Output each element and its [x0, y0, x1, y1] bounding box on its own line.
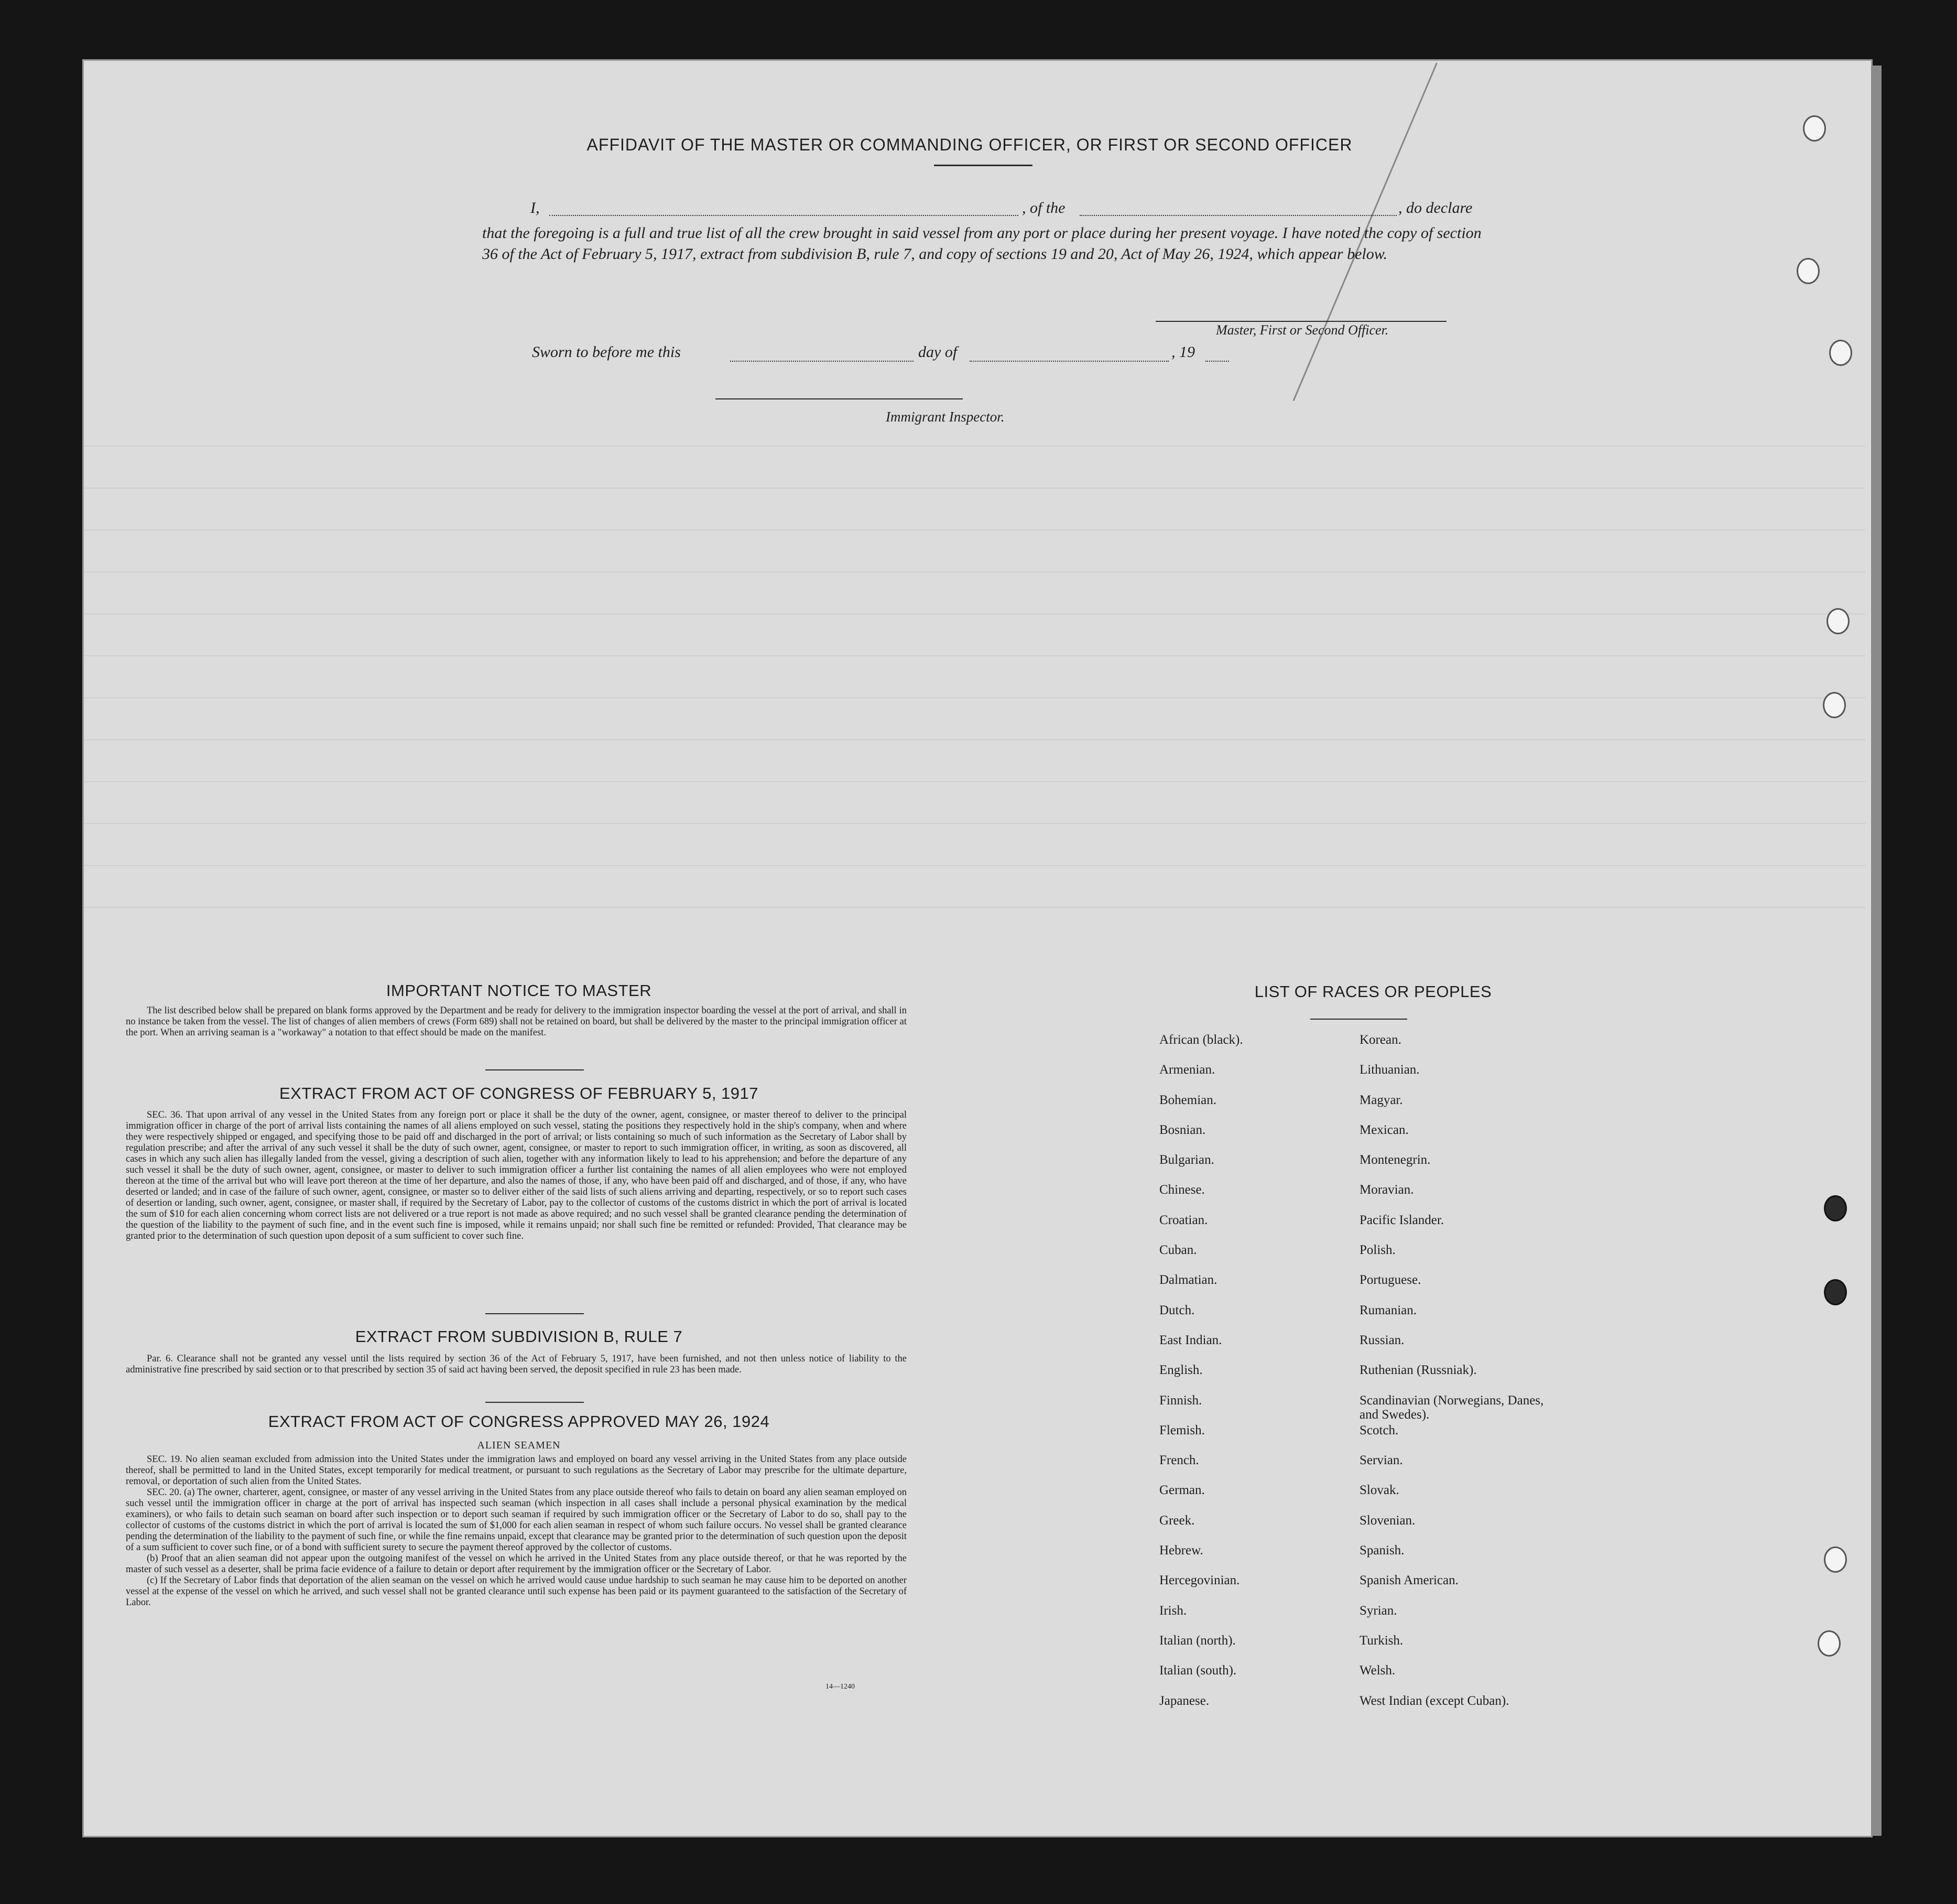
- extract-1917-title: EXTRACT FROM ACT OF CONGRESS OF FEBRUARY 5, 1917: [279, 1084, 759, 1102]
- race-item: West Indian (except Cuban).: [1360, 1693, 1509, 1708]
- punch-hole: [1826, 608, 1850, 634]
- inspector-signature-line[interactable]: [715, 398, 963, 399]
- punch-hole: [1829, 340, 1852, 366]
- do-declare-label: , do declare: [1398, 199, 1473, 217]
- extract-1924-text: [126, 1454, 907, 1608]
- race-item: Russian.: [1360, 1333, 1405, 1347]
- bleed-through-line: [84, 529, 1866, 531]
- race-item: Slovak.: [1360, 1483, 1399, 1498]
- race-item: English.: [1159, 1363, 1203, 1378]
- year-label: , 19: [1171, 343, 1195, 361]
- race-item: Lithuanian.: [1360, 1063, 1420, 1077]
- bleed-through-line: [84, 739, 1866, 740]
- race-item: Montenegrin.: [1360, 1153, 1431, 1167]
- of-the-label: , of the: [1022, 199, 1066, 217]
- sec-19-paragraph: SEC. 19. No alien seaman excluded from admission into the United States under the immigration laws and employed on board any vessel arriving in the United States from any place outside thereof, shall be permitted to land in the United States, except temporarily for medical treatment, or pursuant to such regulations as the Secretary of Labor may prescribe for the ultimate departure, removal, or deportation of such alien from the United States.: [126, 1454, 907, 1487]
- race-item: Armenian.: [1159, 1063, 1215, 1077]
- extract-1924-title: EXTRACT FROM ACT OF CONGRESS APPROVED MAY 26, 1924: [268, 1412, 770, 1431]
- race-item: Spanish.: [1360, 1543, 1405, 1558]
- master-signature-label: Master, First or Second Officer.: [1216, 322, 1389, 338]
- race-item: Chinese.: [1159, 1183, 1205, 1197]
- race-item: Bohemian.: [1159, 1092, 1217, 1107]
- alien-seamen-subtitle: ALIEN SEAMEN: [477, 1440, 561, 1451]
- race-item: Slovenian.: [1360, 1513, 1416, 1528]
- notice-title: IMPORTANT NOTICE TO MASTER: [386, 981, 652, 1000]
- race-item: Moravian.: [1360, 1183, 1414, 1197]
- sworn-day-field[interactable]: [730, 361, 914, 362]
- punch-hole: [1818, 1630, 1841, 1657]
- punch-hole: [1824, 1279, 1847, 1305]
- day-of-label: day of: [918, 343, 958, 361]
- race-item: Bulgarian.: [1159, 1153, 1214, 1167]
- race-item: Pacific Islander.: [1360, 1213, 1444, 1227]
- race-item: German.: [1159, 1483, 1205, 1498]
- sworn-month-field[interactable]: [970, 361, 1169, 362]
- extract-rule7-text: [126, 1354, 907, 1376]
- bleed-through-line: [84, 823, 1866, 824]
- inspector-signature-label: Immigrant Inspector.: [886, 409, 1005, 425]
- races-title-rule: [1310, 1019, 1407, 1020]
- punch-hole: [1823, 692, 1846, 718]
- race-item: Italian (south).: [1159, 1663, 1237, 1678]
- race-item: Spanish American.: [1360, 1573, 1459, 1588]
- race-item: Italian (north).: [1159, 1633, 1236, 1648]
- vessel-name-field[interactable]: [1080, 215, 1397, 216]
- race-item: Syrian.: [1360, 1603, 1397, 1618]
- race-item: Welsh.: [1360, 1663, 1396, 1678]
- race-item: Bosnian.: [1159, 1122, 1206, 1137]
- affiant-label: I,: [530, 199, 540, 217]
- extract-1917-text: [126, 1110, 907, 1242]
- notice-text: [126, 1005, 907, 1038]
- punch-hole: [1824, 1195, 1847, 1221]
- race-item: Mexican.: [1360, 1122, 1409, 1137]
- section-36-paragraph: SEC. 36. That upon arrival of any vessel in the United States from any foreign port or place it shall be the duty of the owner, agent, consignee, or master thereof to deliver to the principal immigration officer in charge of the port of arrival lists containing the names of all aliens employed on such vessel, stating the positions they respectively hold in the ship's company, when and where they were respectively shipped or engaged, and specifying those to be paid off and discharged in the port of arrival; or lists containing so much of such information as the Secretary of Labor shall by regulation prescribe; and after the arrival of any such vessel it shall be the duty of such owner, agent, consignee, or master to report to such immigration officer, in writing, as soon as discovered, all cases in which any such alien has illegally landed from the vessel, giving a description of such alien, together with any information likely to lead to his apprehension; and before the departure of any such vessel it shall be the duty of such owner, agent, consignee, or master to deliver to such immigration officer a further list containing the names of all alien employees who were not employed thereon at the time of the arrival but who will leave port thereon at the time of her departure, and also the names of those, if any, who have been paid off and discharged, and of those, if any, who have deserted or landed; and in case of the failure of such owner, agent, consignee, or master so to deliver either of the said lists of such aliens arriving and departing, respectively, or so to report such cases of desertion or landing, such owner, agent, consignee, or master shall, if required by the Secretary of Labor, pay to the collector of customs of the customs district in which the port of arrival is located the sum of $10 for each alien concerning whom correct lists are not delivered or a true report is not made as above required; and no such vessel shall be granted clearance pending the determination of the question of the liability to the payment of such fine, and in the event such fine is imposed, while it remains unpaid; nor shall such fine be remitted or refunded: Provided, That clearance may be granted prior to the determination of such question upon deposit of a sum sufficient to cover such fine.: [126, 1110, 907, 1241]
- race-item: Finnish.: [1159, 1393, 1202, 1408]
- race-item: French.: [1159, 1453, 1199, 1468]
- race-item: Croatian.: [1159, 1213, 1208, 1227]
- race-item: Magyar.: [1360, 1092, 1403, 1107]
- race-item: Portuguese.: [1360, 1273, 1421, 1288]
- form-number: 14—1240: [825, 1683, 855, 1691]
- race-item: Turkish.: [1360, 1633, 1404, 1648]
- master-signature-line[interactable]: [1156, 321, 1447, 322]
- bleed-through-line: [84, 571, 1866, 572]
- sworn-label: Sworn to before me this: [532, 343, 681, 361]
- affidavit-statement: that the foregoing is a full and true list of all the crew brought in said vessel from any port or place during her present voyage. I have noted the copy of section 36 of the Act of February 5, 1917, extract from subdivision B, rule 7, and copy of sections 19 and 20, Act of May 26, 1924, which appear below.: [482, 224, 1482, 263]
- races-right-column: [1360, 1033, 1548, 1724]
- bleed-through-line: [84, 655, 1866, 656]
- race-item: Cuban.: [1159, 1243, 1197, 1258]
- race-item: Hebrew.: [1159, 1543, 1203, 1558]
- bleed-through-line: [84, 781, 1866, 782]
- punch-hole: [1797, 258, 1820, 284]
- punch-hole: [1803, 115, 1826, 142]
- race-item: East Indian.: [1159, 1333, 1222, 1347]
- bleed-through-line: [84, 613, 1866, 614]
- race-item: Greek.: [1159, 1513, 1195, 1528]
- section-rule: [485, 1313, 584, 1314]
- race-item: Scandinavian (Norwegians, Danes, and Swedes).: [1360, 1393, 1544, 1422]
- punch-hole: [1824, 1546, 1847, 1573]
- race-item: Korean.: [1360, 1033, 1401, 1047]
- race-item: Hercegovinian.: [1159, 1573, 1240, 1588]
- race-item: Dalmatian.: [1159, 1273, 1217, 1288]
- section-rule: [485, 1069, 584, 1070]
- affidavit-title: AFFIDAVIT OF THE MASTER OR COMMANDING OFFICER, OR FIRST OR SECOND OFFICER: [586, 135, 1353, 154]
- par-6-paragraph: Par. 6. Clearance shall not be granted any vessel until the lists required by section 36 of the Act of February 5, 1917, have been furnished, and not then unless notice of liability to the administrative fine prescribed by said section or to that prescribed by section 35 of said act having been served, the deposit specified in rule 23 has been made.: [126, 1354, 907, 1375]
- title-rule: [934, 165, 1032, 166]
- sec-20a-paragraph: SEC. 20. (a) The owner, charterer, agent, consignee, or master of any vessel arriving in the United States from any place outside thereof who fails to detain on board any alien seaman employed on such vessel until the immigration officer in charge at the port of arrival has inspected such seaman (which inspection in all cases shall include a personal physical examination by the medical examiners), or who fails to detain such seaman on board after such inspection or to deport such seaman if required by such immigration officer or the Secretary of Labor to do so, shall pay to the collector of customs of the customs district in which the port of arrival is located the sum of $1,000 for each alien seaman in respect of whom such failure occurs. No vessel shall be granted clearance pending the determination of the liability to the payment of such fine, or while the fine remains unpaid, except that clearance may be granted prior to the determination of such question upon the deposit of a sum sufficient to cover such fine, or of a bond with sufficient surety to secure the payment thereof approved by the collector of customs.: [126, 1487, 907, 1553]
- sec-20c-paragraph: (c) If the Secretary of Labor finds that deportation of the alien seaman on the vessel on which he arrived would cause undue hardship to such seaman he may cause him to be deported on another vessel at the expense of the vessel on which he arrived, and such vessel shall not be granted clearance until such expense has been paid or its payment guaranteed to the satisfaction of the Secretary of Labor.: [126, 1575, 907, 1608]
- race-item: Irish.: [1159, 1603, 1187, 1618]
- notice-paragraph: The list described below shall be prepared on blank forms approved by the Department and be ready for delivery to the immigration inspector boarding the vessel at the port of arrival, and shall in no instance be taken from the vessel. The list of changes of alien members of crews (Form 689) shall not be retained on board, but shall be delivered by the master to the principal immigration officer at the port. When an arriving seaman is a "workaway" a notation to that effect should be made on the manifest.: [126, 1005, 907, 1038]
- races-left-column: [1159, 1033, 1243, 1724]
- bleed-through-line: [84, 697, 1866, 698]
- sheet-edge: [1871, 66, 1882, 1836]
- race-item: African (black).: [1159, 1033, 1243, 1047]
- race-item: Polish.: [1360, 1243, 1396, 1258]
- sec-20b-paragraph: (b) Proof that an alien seaman did not appear upon the outgoing manifest of the vessel on which he arrived in the United States from any place outside thereof, or that he was reported by the master of such vessel as a deserter, shall be prima facie evidence of a failure to detain or deport after requirement by the immigration officer or the Secretary of Labor.: [126, 1553, 907, 1575]
- bleed-through-line: [84, 488, 1866, 489]
- race-item: Rumanian.: [1360, 1303, 1417, 1317]
- race-item: Japanese.: [1159, 1693, 1210, 1708]
- section-rule: [485, 1402, 584, 1403]
- race-item: Flemish.: [1159, 1423, 1205, 1437]
- affiant-name-field[interactable]: [549, 215, 1018, 216]
- bleed-through-line: [84, 446, 1866, 447]
- races-title: LIST OF RACES OR PEOPLES: [1254, 982, 1492, 1001]
- sworn-year-field[interactable]: [1205, 361, 1229, 362]
- bleed-through-line: [84, 907, 1866, 908]
- race-item: Ruthenian (Russniak).: [1360, 1363, 1477, 1378]
- race-item: Dutch.: [1159, 1303, 1195, 1317]
- bleed-through-line: [84, 865, 1866, 866]
- extract-rule7-title: EXTRACT FROM SUBDIVISION B, RULE 7: [355, 1327, 683, 1346]
- race-item: Servian.: [1360, 1453, 1403, 1468]
- race-item: Scotch.: [1360, 1423, 1399, 1437]
